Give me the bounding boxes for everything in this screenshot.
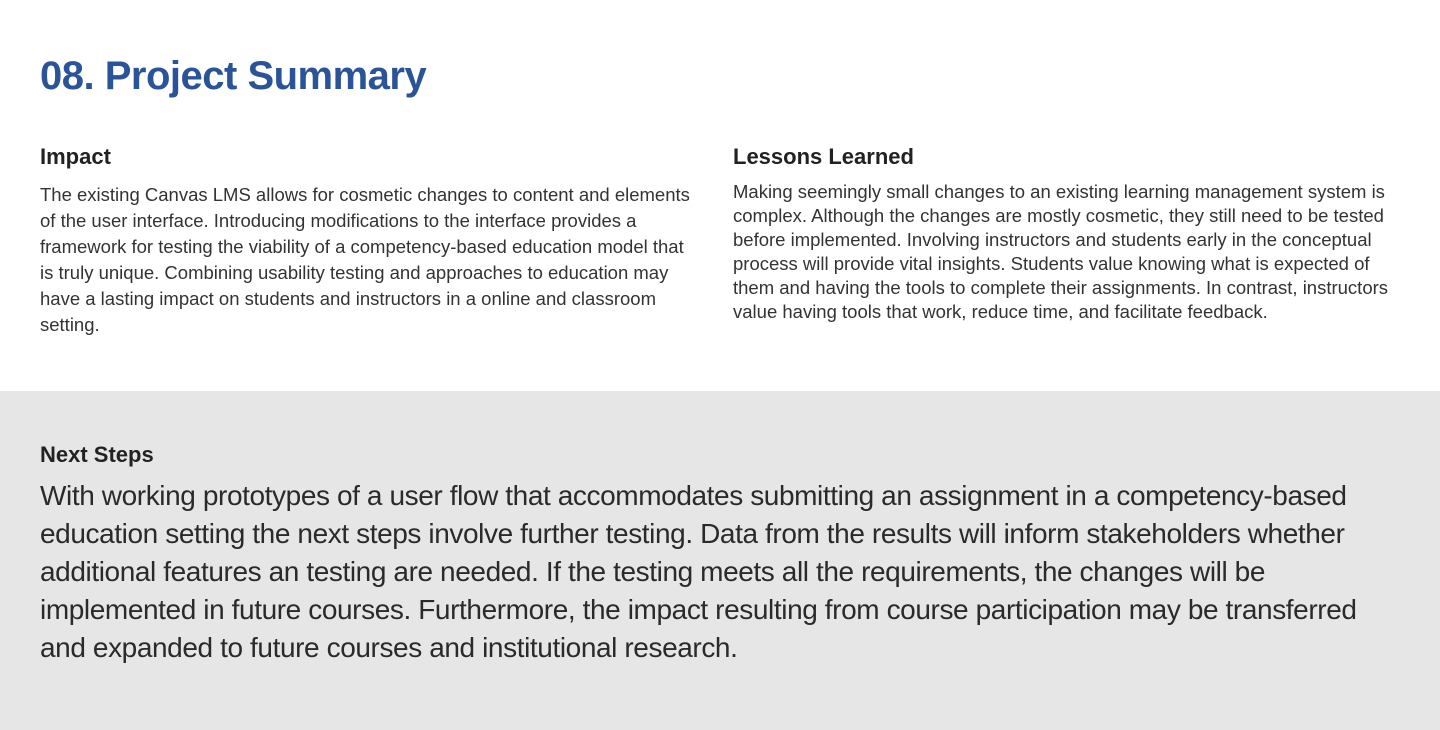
impact-body: The existing Canvas LMS allows for cosmetic changes to content and elements of the user interface. Introducing modifications to the interface provides a framework for testing the viability of a competency-based education model that is truly unique. Combining usability testing and approaches to education may have a lasting impact on students and instructors in a online and classroom setting.	[40, 184, 690, 335]
page-title: 08. Project Summary	[40, 54, 427, 98]
next-steps-body: With working prototypes of a user flow that accommodates submitting an assignment in a competency-based education setting the next steps involve further testing. Data from the results will inform stakeholders whether additional features an testing are needed. If the testing meets all the requirements, the changes will be implemented in future courses. Furthermore, the impact resulting from course participation may be transferred and expanded to future courses and institutional research.	[40, 480, 1357, 663]
impact-column	[40, 143, 700, 338]
next-steps-heading: Next Steps	[40, 442, 154, 467]
next-steps-content	[40, 441, 1400, 667]
next-steps-panel	[0, 391, 1440, 730]
lessons-learned-column	[733, 143, 1405, 324]
lessons-learned-heading: Lessons Learned	[733, 144, 914, 169]
impact-heading: Impact	[40, 144, 111, 169]
lessons-learned-body: Making seemingly small changes to an existing learning management system is complex. Although the changes are mostly cosmetic, they still need to be tested before implemented. Involving instructors and students early in the conceptual process will provide vital insights. Students value knowing what is expected of them and having the tools to complete their assignments. In contrast, instructors value having tools that work, reduce time, and facilitate feedback.	[733, 181, 1389, 322]
